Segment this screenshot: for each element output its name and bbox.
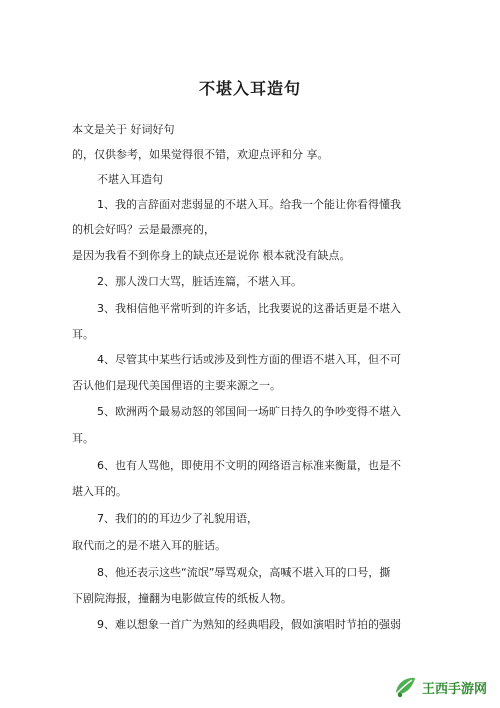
body-line: 7、我们的的耳边少了礼貌用语， xyxy=(97,512,258,525)
body-line: 4、尽管其中某些行话或涉及到性方面的俚语不堪入耳，但不可 xyxy=(97,353,401,366)
body-line: 否认他们是现代美国俚语的主要来源之一。 xyxy=(72,379,281,392)
intro-line-2: 的，仅供参考，如果觉得很不错，欢迎点评和分 享。 xyxy=(72,148,329,161)
body-line: 取代而之的是不堪入耳的脏话。 xyxy=(72,539,226,552)
body-line: 是因为我看不到你身上的缺点还是说你 根本就没有缺点。 xyxy=(72,249,351,262)
subheading: 不堪入耳造句 xyxy=(97,173,163,186)
intro-line-1: 本文是关于 好词好句 xyxy=(72,123,175,136)
body-line: 9、难以想象一首广为熟知的经典唱段，假如演唱时节拍的强弱 xyxy=(97,618,401,631)
body-line: 8、他还表示这些“流氓”辱骂观众，高喊不堪入耳的口号，撕 xyxy=(97,566,391,579)
body-line: 3、我相信他平常听到的许多话，比我要说的这番话更是不堪入 xyxy=(97,302,401,315)
body-line: 耳。 xyxy=(72,328,94,341)
body-line: 1、我的言辞面对悲弱显的不堪入耳。给我一个能让你看得懂我 xyxy=(97,198,401,211)
page-title: 不堪入耳造句 xyxy=(198,79,301,98)
body-line: 5、欧洲两个最易动怒的邻国间一场旷日持久的争吵变得不堪入 xyxy=(97,405,401,418)
body-line: 的机会好吗？云是最漂亮的， xyxy=(72,223,215,236)
body-line: 下剧院海报，撞翻为电影做宣传的纸板人物。 xyxy=(72,592,292,605)
body-line: 耳。 xyxy=(72,432,94,445)
body-line: 6、也有人骂他，即使用不文明的网络语言标准来衡量，也是不 xyxy=(97,459,401,472)
watermark-text: 王西手游网 xyxy=(422,681,488,697)
body-line: 2、那人泼口大骂，脏话连篇，不堪入耳。 xyxy=(97,275,302,288)
leaf-logo-icon xyxy=(390,672,420,702)
body-line: 堪入耳的。 xyxy=(72,485,127,498)
site-watermark xyxy=(390,670,494,704)
